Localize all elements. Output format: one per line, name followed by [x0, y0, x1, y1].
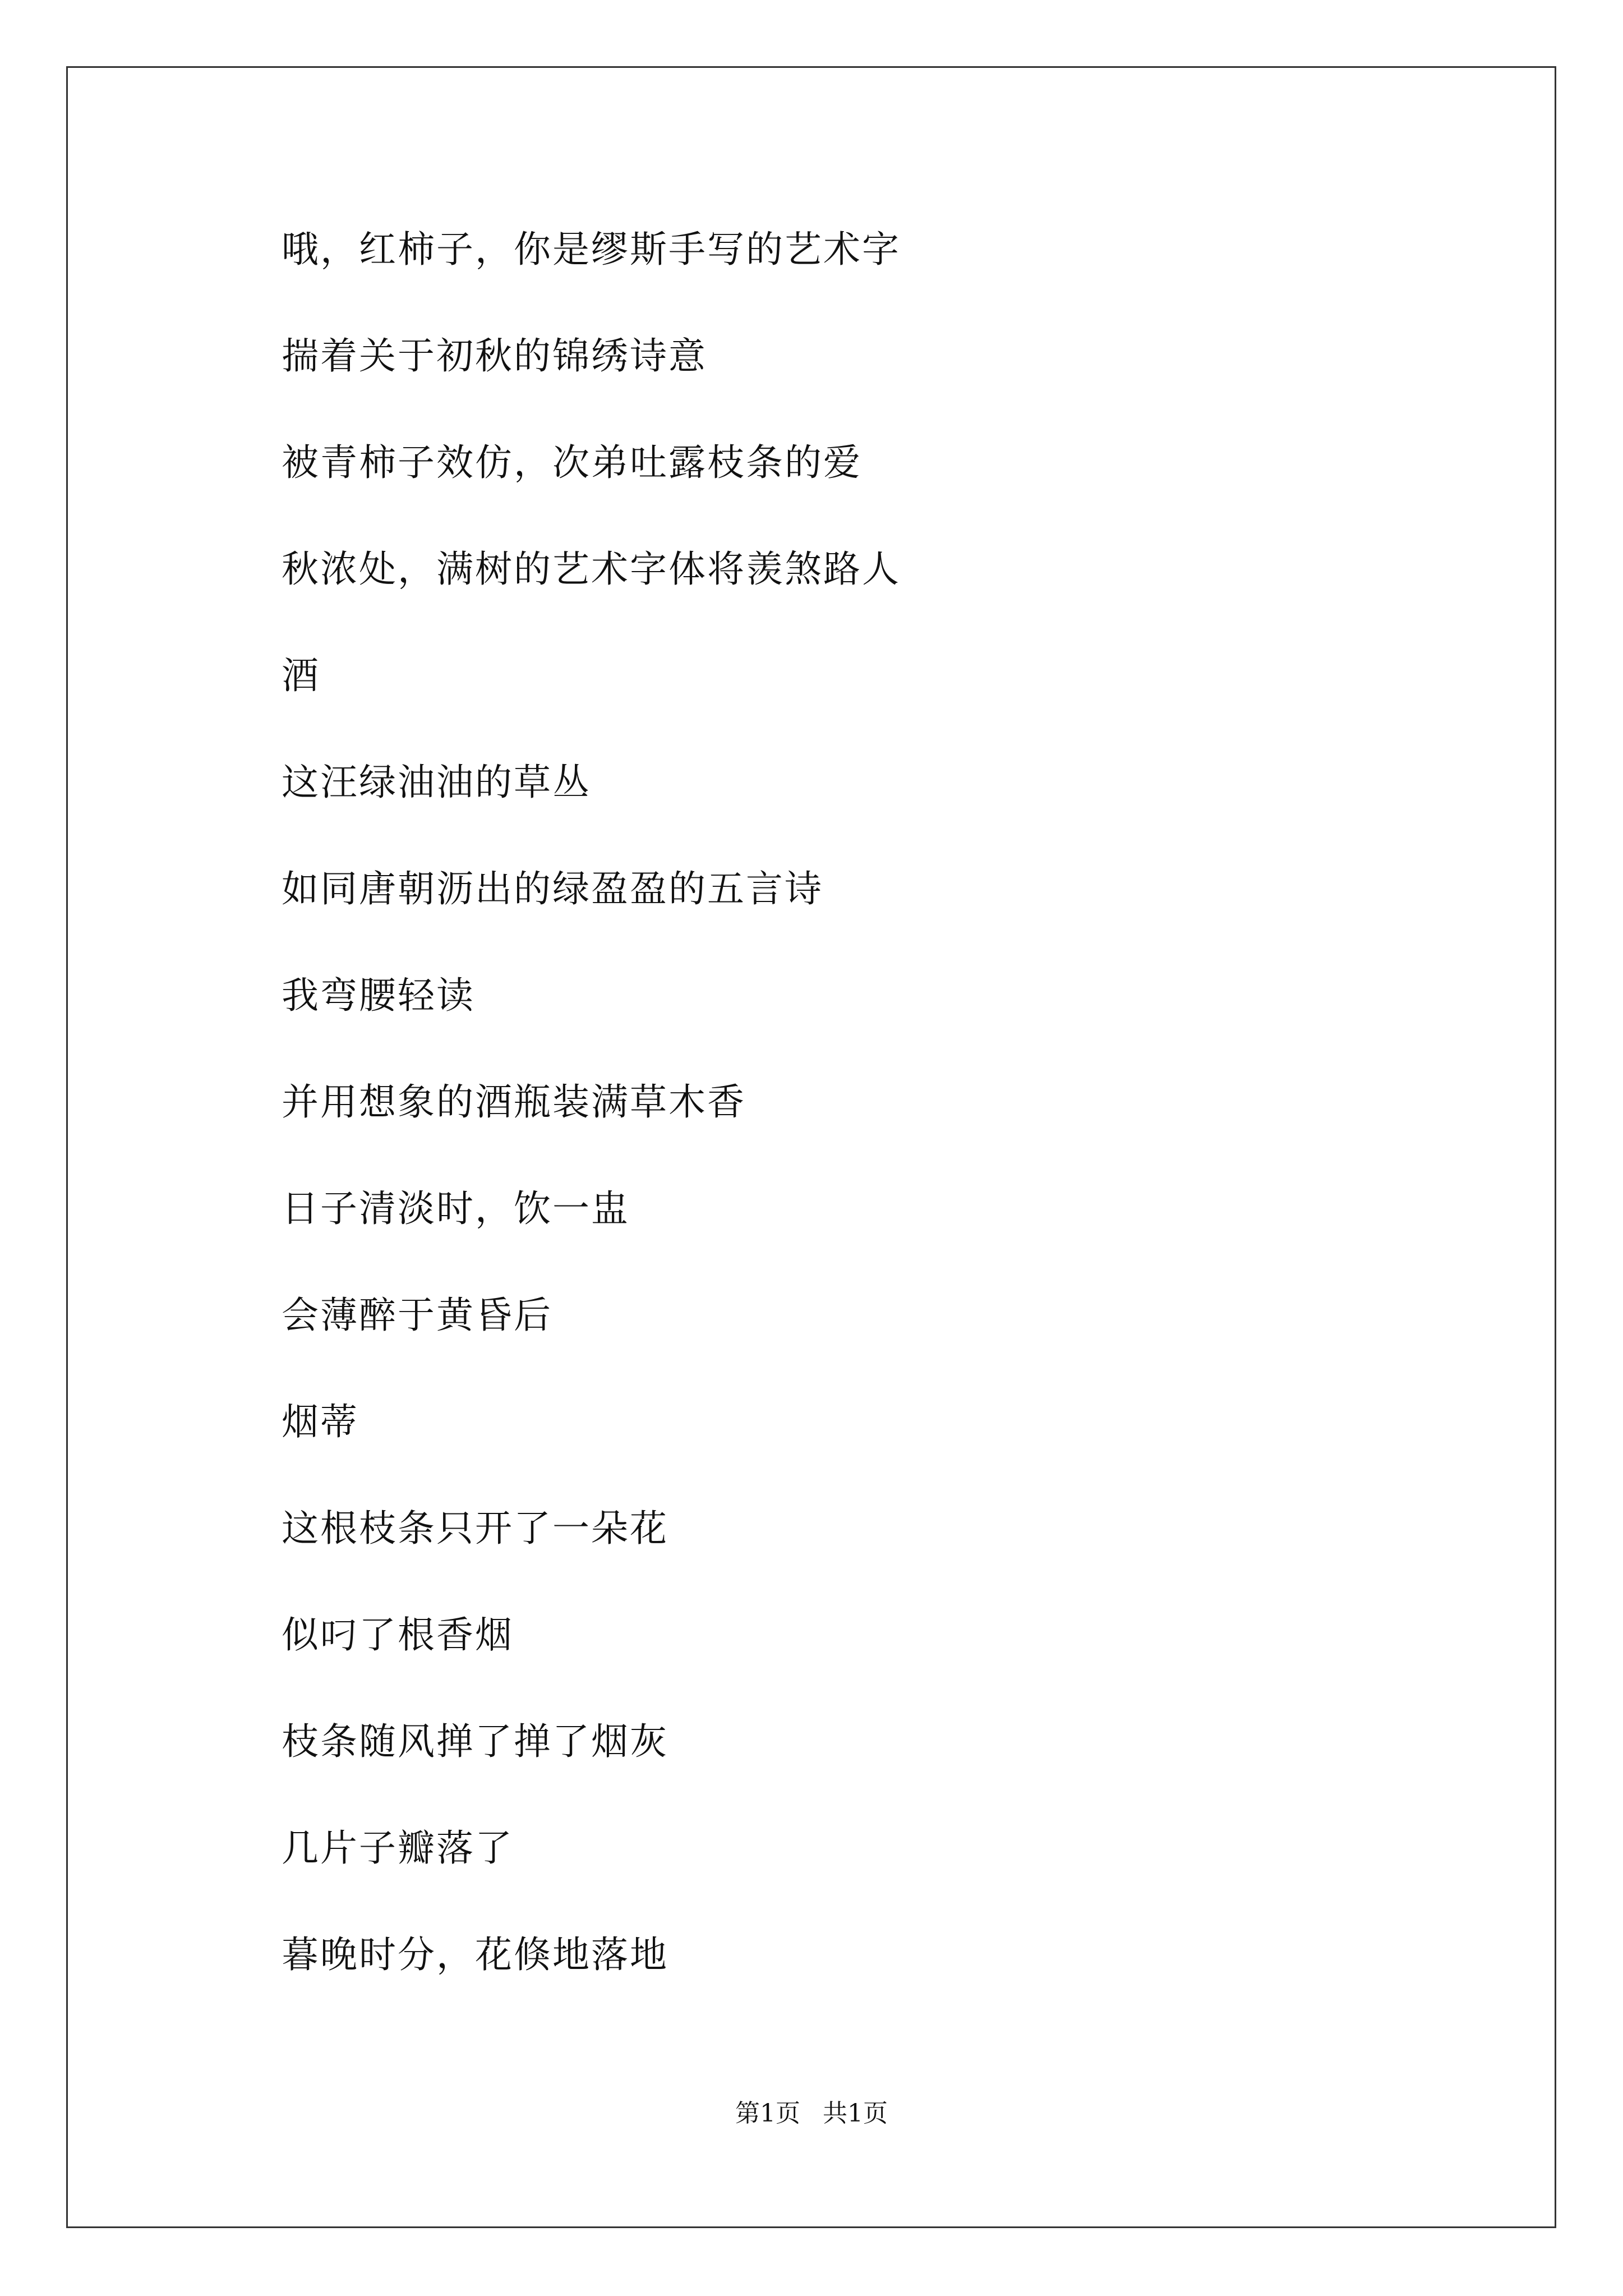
poem-line: 似叼了根香烟	[282, 1613, 514, 1657]
section-title: 酒	[282, 654, 320, 697]
poem-line: 会薄醉于黄昏后	[282, 1294, 552, 1337]
page-footer	[0, 2097, 1623, 2131]
poem-body	[282, 0, 1515, 2076]
poem-line: 揣着关于初秋的锦绣诗意	[282, 334, 707, 378]
poem-line: 并用想象的酒瓶装满草木香	[282, 1080, 746, 1124]
poem-line: 几片子瓣落了	[282, 1826, 514, 1870]
page-number: 第1页	[735, 2099, 800, 2128]
poem-line: 日子清淡时，饮一盅	[282, 1187, 630, 1230]
poem-line: 枝条随风掸了掸了烟灰	[282, 1720, 668, 1763]
section-title: 烟蒂	[282, 1400, 359, 1443]
poem-line: 这根枝条只开了一朵花	[282, 1507, 668, 1550]
page-total: 共1页	[823, 2099, 888, 2128]
poem-line: 被青柿子效仿，次弟吐露枝条的爱	[282, 441, 862, 484]
poem-line: 如同唐朝沥出的绿盈盈的五言诗	[282, 867, 823, 910]
poem-line: 我弯腰轻读	[282, 974, 475, 1017]
poem-line: 哦，红柿子，你是缪斯手写的艺术字	[282, 228, 901, 271]
poem-line: 这汪绿油油的草丛	[282, 761, 591, 804]
poem-line: 秋浓处，满树的艺术字体将羡煞路人	[282, 547, 901, 591]
poem-line: 暮晚时分，花倏地落地	[282, 1933, 668, 1976]
